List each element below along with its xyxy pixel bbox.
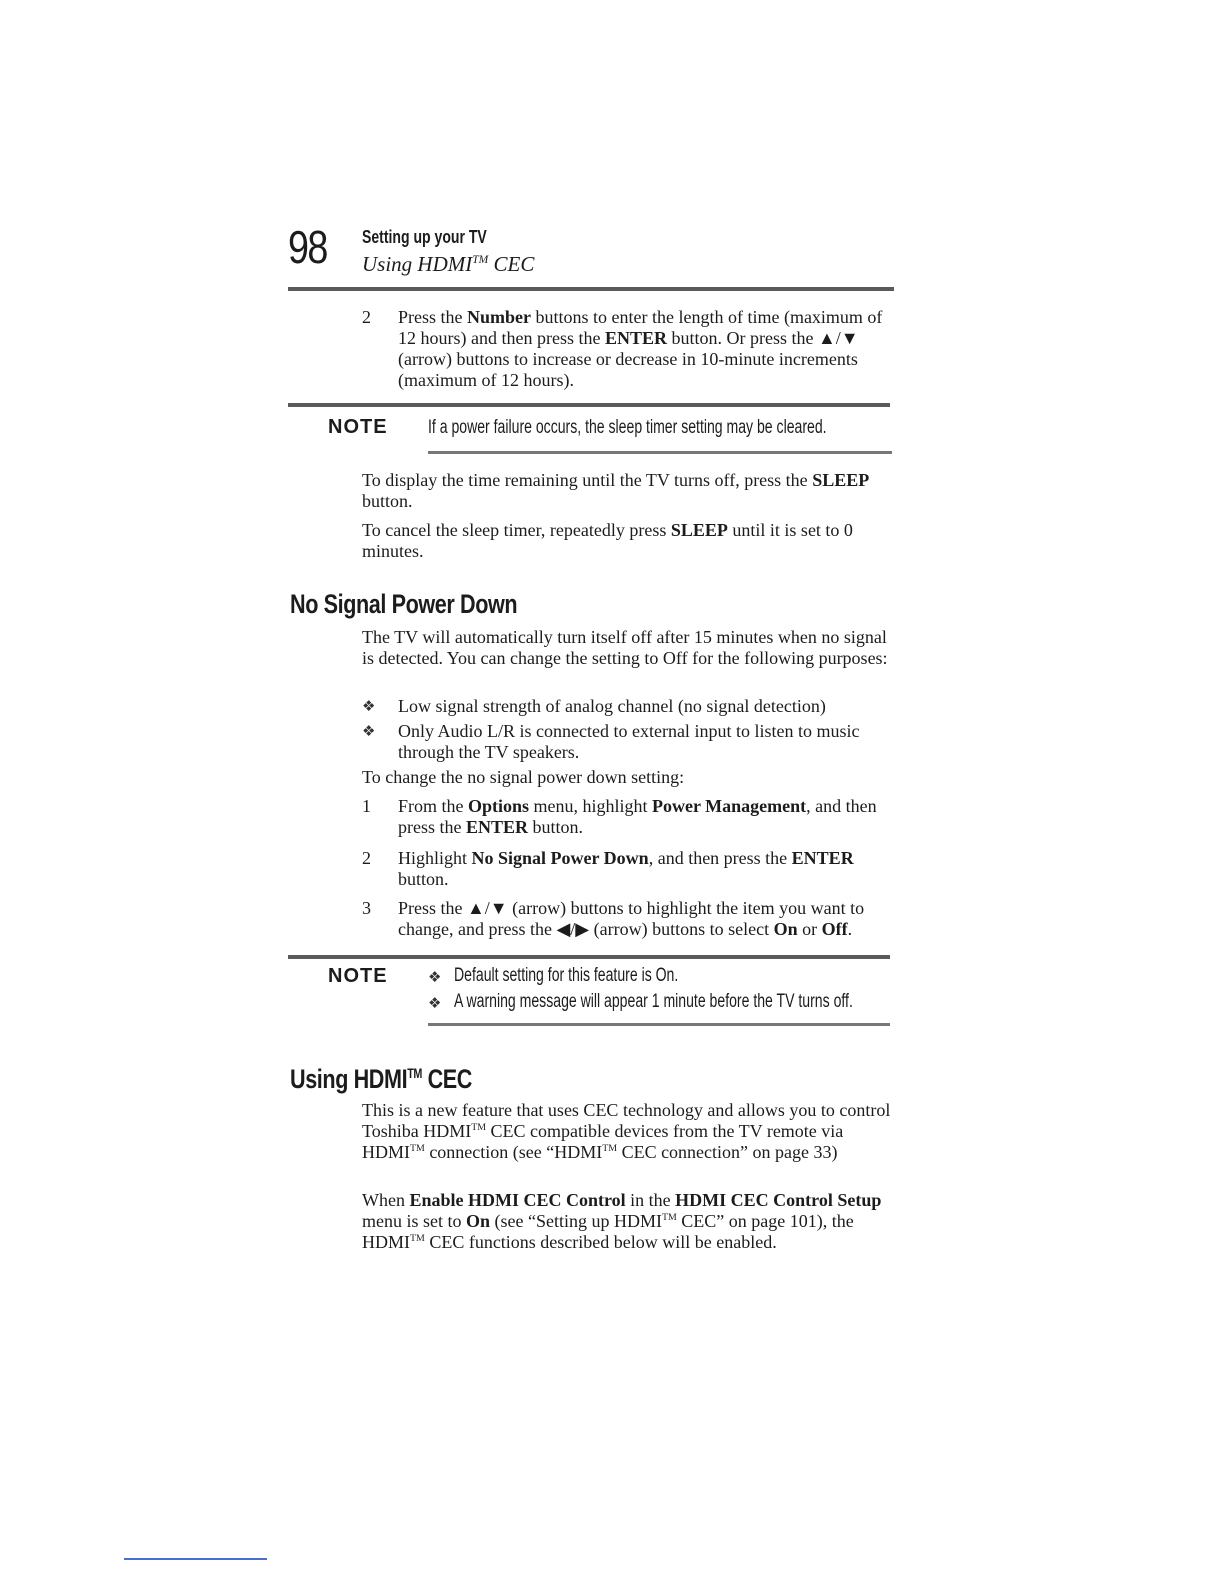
step-number: 1 (362, 796, 371, 816)
bullet-text: Low signal strength of analog channel (no signal detection) (398, 696, 826, 716)
note-label: NOTE (328, 416, 388, 438)
no-signal-step-2 (362, 848, 896, 890)
section-title: Setting up your TV (362, 227, 487, 247)
bullet-text: Only Audio L/R is connected to external input to listen to music through the TV speakers. (398, 721, 860, 762)
heading-using-hdmi-cec: Using HDMI™ CEC (290, 1064, 473, 1094)
page-number: 98 (288, 221, 327, 273)
change-setting-lead: To change the no signal power down setting: (362, 767, 685, 787)
no-signal-intro: The TV will automatically turn itself off after 15 minutes when no signal is detected. You can change the setting to Off for the following purposes: (362, 627, 888, 668)
step-text: Highlight No Signal Power Down, and then press the ENTER button. (398, 848, 854, 889)
bullet-item (362, 696, 896, 717)
display-remaining-paragraph: To display the time remaining until the TV turns off, press the SLEEP button. (362, 470, 870, 511)
note-top-rule (288, 403, 890, 407)
note-label: NOTE (328, 965, 388, 987)
subsection-title: Using HDMI™ CEC (362, 252, 535, 276)
note-item: Default setting for this feature is On. (454, 965, 679, 986)
heading-no-signal-power-down: No Signal Power Down (290, 589, 518, 619)
step-text: Press the ▲/▼ (arrow) buttons to highlight the item you want to change, and press the ◀/▶ (arrow) buttons to select On or Off. (398, 898, 865, 939)
note-bottom-rule (428, 1023, 890, 1026)
step-text: From the Options menu, highlight Power Management, and then press the ENTER button. (398, 796, 877, 837)
cancel-sleep-paragraph: To cancel the sleep timer, repeatedly press SLEEP until it is set to 0 minutes. (362, 520, 853, 561)
sleep-step-2 (362, 307, 896, 391)
no-signal-step-3 (362, 898, 896, 940)
step-text: Press the Number buttons to enter the length of time (maximum of 12 hours) and then press the ENTER button. Or press the ▲/▼ (arrow) buttons to increase or decrease in 10-minute increments (maximum of 12 hours). (398, 307, 883, 390)
step-number: 2 (362, 307, 371, 327)
cec-enable-paragraph: When Enable HDMI CEC Control in the HDMI CEC Control Setup menu is set to On (see “Setting up HDMI™ CEC” on page 101), the HDMI™ CEC functions described below will be enabled. (362, 1190, 882, 1252)
bullet-item (362, 721, 896, 763)
no-signal-step-1 (362, 796, 896, 838)
step-number: 2 (362, 848, 371, 868)
bullet-diamond-icon: ❖ (362, 722, 376, 740)
note-text: If a power failure occurs, the sleep timer setting may be cleared. (428, 417, 827, 438)
note-item: A warning message will appear 1 minute before the TV turns off. (454, 991, 853, 1012)
bullet-diamond-icon: ❖ (428, 994, 442, 1012)
footer-divider (124, 1558, 267, 1560)
note-top-rule (288, 955, 890, 959)
step-number: 3 (362, 898, 371, 918)
note-bottom-rule (428, 451, 892, 454)
header-rule (288, 287, 894, 291)
bullet-diamond-icon: ❖ (362, 697, 376, 715)
cec-intro-paragraph: This is a new feature that uses CEC technology and allows you to control Toshiba HDMI™ CEC compatible devices from the TV remote via HDMI™ connection (see “HDMI™ CEC connection” on page 33) (362, 1100, 891, 1162)
bullet-diamond-icon: ❖ (428, 968, 442, 986)
